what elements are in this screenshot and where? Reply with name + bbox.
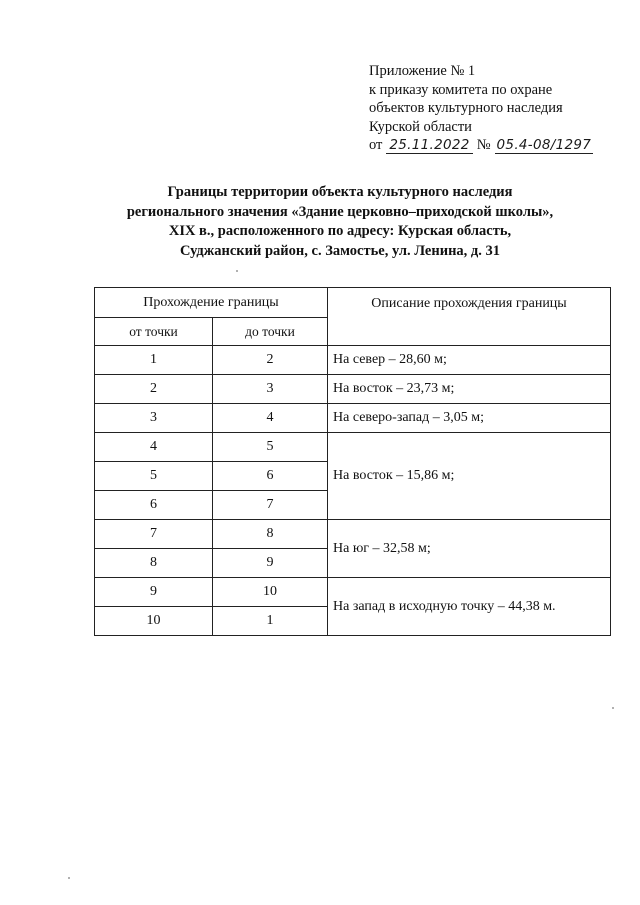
header-boundary-passage: Прохождение границы: [95, 288, 328, 318]
document-title: [60, 183, 620, 261]
to-point-cell: 10: [213, 578, 328, 607]
from-point-cell: 8: [95, 549, 213, 578]
scan-speck: [612, 707, 614, 709]
handwritten-order-number: 05.4-08/1297: [496, 137, 592, 153]
title-line-4: Суджанский район, с. Замостье, ул. Ленина, д. 31: [179, 242, 501, 259]
table-row: [95, 433, 611, 462]
table-header-row: [95, 288, 611, 318]
from-point-cell: 10: [95, 607, 213, 636]
title-line-2: регионального значения «Здание церковно–приходской школы»,: [126, 203, 554, 220]
from-point-cell: 5: [95, 462, 213, 491]
to-point-cell: 2: [213, 346, 328, 375]
appendix-region: Курской области: [369, 118, 472, 135]
from-point-cell: 2: [95, 375, 213, 404]
to-point-cell: 1: [213, 607, 328, 636]
to-point-cell: 6: [213, 462, 328, 491]
description-cell: На восток – 23,73 м;: [328, 375, 611, 404]
header-description: Описание прохождения границы: [328, 288, 611, 346]
to-point-cell: 7: [213, 491, 328, 520]
date-prefix: от: [369, 137, 383, 153]
appendix-order-ref: к приказу комитета по охране: [369, 81, 553, 98]
appendix-date-number-line: [369, 136, 631, 155]
to-point-cell: 9: [213, 549, 328, 578]
from-point-cell: 9: [95, 578, 213, 607]
handwritten-date: 25.11.2022: [386, 138, 472, 154]
appendix-committee: объектов культурного наследия: [369, 100, 563, 116]
appendix-header: [369, 62, 631, 155]
to-point-cell: 3: [213, 375, 328, 404]
table-row: [95, 404, 611, 433]
from-point-cell: 6: [95, 491, 213, 520]
description-cell: На запад в исходную точку – 44,38 м.: [328, 578, 611, 636]
description-cell: На северо-запад – 3,05 м;: [328, 404, 611, 433]
table-row: [95, 346, 611, 375]
from-point-cell: 3: [95, 404, 213, 433]
title-line-1: Границы территории объекта культурного наследия: [167, 184, 513, 200]
description-cell: На восток – 15,86 м;: [328, 433, 611, 520]
table-row: [95, 578, 611, 607]
from-point-cell: 4: [95, 433, 213, 462]
from-point-cell: 7: [95, 520, 213, 549]
scan-speck: [68, 877, 70, 879]
to-point-cell: 4: [213, 404, 328, 433]
to-point-cell: 5: [213, 433, 328, 462]
description-cell: На север – 28,60 м;: [328, 346, 611, 375]
to-point-cell: 8: [213, 520, 328, 549]
header-from-point: от точки: [95, 318, 213, 346]
number-prefix: №: [476, 137, 491, 153]
from-point-cell: 1: [95, 346, 213, 375]
header-to-point: до точки: [213, 318, 328, 346]
boundary-table: [94, 287, 611, 636]
title-line-3: XIX в., расположенного по адресу: Курская область,: [168, 223, 512, 239]
table-row: [95, 375, 611, 404]
appendix-title: Приложение № 1: [369, 63, 476, 79]
description-cell: На юг – 32,58 м;: [328, 520, 611, 578]
scan-speck: [236, 270, 238, 272]
table-row: [95, 520, 611, 549]
